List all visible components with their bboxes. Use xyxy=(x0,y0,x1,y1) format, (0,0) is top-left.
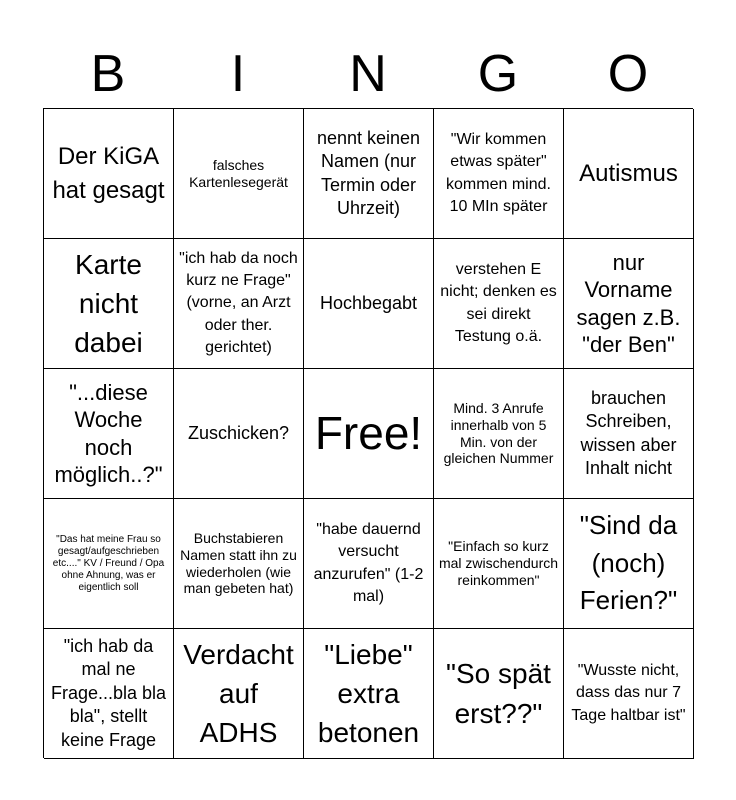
bingo-cell[interactable] xyxy=(174,629,304,759)
cell-text: "So spät erst??" xyxy=(446,658,551,729)
header-letter-b: B xyxy=(90,45,126,103)
cell-text: "Liebe" extra betonen xyxy=(317,638,420,749)
free-space-label: Free! xyxy=(314,406,423,459)
bingo-cell[interactable] xyxy=(304,629,434,759)
header-letter-g: G xyxy=(477,45,519,103)
bingo-cell[interactable] xyxy=(564,239,694,369)
bingo-cell[interactable] xyxy=(564,499,694,629)
bingo-cell[interactable] xyxy=(304,499,434,629)
cell-text: Autismus xyxy=(579,159,678,187)
cell-text: "...diese Woche noch möglich..?" xyxy=(54,379,163,487)
cell-text: "Wir kommen etwas später" kommen mind. 10 MIn später xyxy=(446,130,551,215)
cell-text: Der KiGA hat gesagt xyxy=(52,142,165,204)
cell-text: "ich hab da mal ne Frage...bla bla bla", stellt keine Frage xyxy=(50,636,167,750)
bingo-cell[interactable] xyxy=(434,629,564,759)
bingo-cell[interactable] xyxy=(174,499,304,629)
cell-text: "Sind da (noch) Ferien?" xyxy=(579,509,678,616)
bingo-cell[interactable] xyxy=(564,629,694,759)
cell-text: "ich hab da noch kurz ne Frage" (vorne, an Arzt oder ther. gerichtet) xyxy=(179,249,298,357)
bingo-cell[interactable] xyxy=(564,369,694,499)
bingo-board xyxy=(43,108,693,758)
bingo-cell[interactable] xyxy=(44,499,174,629)
bingo-cell[interactable] xyxy=(434,109,564,239)
header-letter-o: O xyxy=(607,45,649,103)
header-letter-n: N xyxy=(349,45,387,103)
cell-text: Karte nicht dabei xyxy=(74,248,143,359)
cell-text: Zuschicken? xyxy=(187,422,290,443)
cell-text: verstehen E nicht; denken es sei direkt Testung o.ä. xyxy=(440,260,557,345)
bingo-cell[interactable] xyxy=(174,369,304,499)
cell-text: Verdacht auf ADHS xyxy=(183,638,294,749)
bingo-cell[interactable] xyxy=(434,369,564,499)
cell-text: brauchen Schreiben, wissen aber Inhalt nicht xyxy=(580,387,677,478)
cell-text: "Einfach so kurz mal zwischendurch reinkommen" xyxy=(438,538,559,588)
free-space xyxy=(304,369,434,499)
bingo-cell[interactable] xyxy=(434,239,564,369)
bingo-cell[interactable] xyxy=(44,629,174,759)
bingo-header xyxy=(43,40,693,108)
bingo-cell[interactable] xyxy=(434,499,564,629)
bingo-cell[interactable] xyxy=(304,109,434,239)
cell-text: nur Vorname sagen z.B. "der Ben" xyxy=(576,249,681,357)
cell-text: nennt keinen Namen (nur Termin oder Uhrzeit) xyxy=(316,127,421,218)
cell-text: Buchstabieren Namen statt ihn zu wiederholen (wie man gebeten hat) xyxy=(180,529,297,597)
bingo-cell[interactable] xyxy=(44,239,174,369)
bingo-cell[interactable] xyxy=(174,109,304,239)
bingo-cell[interactable] xyxy=(304,239,434,369)
header-letter-i: I xyxy=(230,45,246,103)
cell-text: falsches Kartenlesegerät xyxy=(189,156,288,190)
cell-text: "Wusste nicht, dass das nur 7 Tage haltbar ist" xyxy=(571,661,686,724)
cell-text: Hochbegabt xyxy=(319,292,418,313)
bingo-cell[interactable] xyxy=(174,239,304,369)
cell-text: Mind. 3 Anrufe innerhalb von 5 Min. von der gleichen Nummer xyxy=(443,399,554,467)
bingo-cell[interactable] xyxy=(564,109,694,239)
bingo-cell[interactable] xyxy=(44,369,174,499)
bingo-cell[interactable] xyxy=(44,109,174,239)
cell-text: "habe dauernd versucht anzurufen" (1-2 mal) xyxy=(313,520,424,605)
cell-text: "Das hat meine Frau so gesagt/aufgeschrieben etc...." KV / Freund / Opa ohne Ahnung, was er eigentlich soll xyxy=(52,533,165,593)
